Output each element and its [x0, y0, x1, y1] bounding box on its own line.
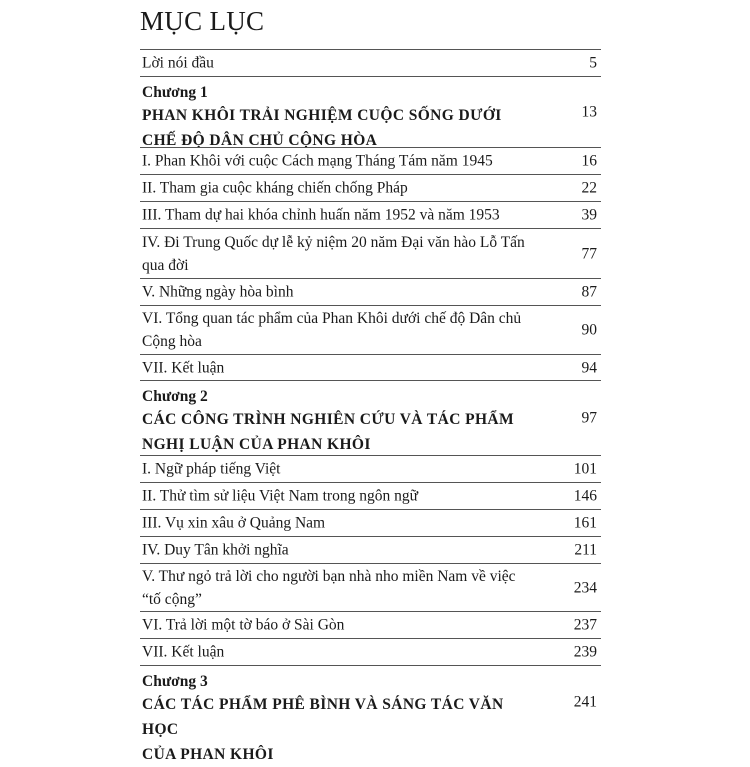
toc-page-number: 94: [581, 359, 597, 376]
toc-page-number: 16: [581, 152, 597, 170]
toc-page-number: 22: [581, 179, 597, 197]
toc-entry-text: I. Phan Khôi với cuộc Cách mạng Tháng Tám năm 1945: [142, 152, 493, 170]
toc-page-number: 90: [581, 321, 597, 339]
toc-entry-text: V. Thư ngỏ trả lời cho người bạn nhà nho miền Nam về việc “tố cộng”: [142, 567, 516, 608]
toc-entry: [140, 482, 601, 509]
toc-entry: [140, 611, 601, 638]
toc-entry: [140, 305, 601, 354]
toc-page-number: 97: [581, 409, 597, 427]
toc-entry-text: II. Thử tìm sử liệu Việt Nam trong ngôn ngữ: [142, 487, 418, 505]
toc-entry-text: II. Tham gia cuộc kháng chiến chống Pháp: [142, 179, 408, 197]
toc-page-number: 77: [581, 245, 597, 262]
toc-entry: [140, 638, 601, 665]
toc-entry-preface: [140, 49, 601, 76]
toc-page-number: 241: [573, 693, 597, 710]
toc-entry: [140, 174, 601, 201]
chapter-heading: [142, 386, 531, 457]
toc-entry: [140, 278, 601, 305]
chapter-label: Chương 3: [142, 673, 208, 690]
chapter-label: Chương 1: [142, 84, 208, 101]
toc-entry: [140, 563, 601, 611]
toc-page-number: 39: [581, 206, 597, 224]
toc-entry-text: IV. Đi Trung Quốc dự lễ kỷ niệm 20 năm Đại văn hào Lỗ Tấn qua đời: [142, 233, 525, 274]
toc-page-number: 161: [573, 514, 597, 532]
toc-page-number: 5: [589, 54, 597, 72]
toc-page-number: 234: [573, 579, 597, 596]
toc-page-number: 239: [573, 643, 597, 661]
toc-entry-text: Lời nói đầu: [142, 54, 214, 72]
toc-entry-text: V. Những ngày hòa bình: [142, 283, 294, 301]
toc-entry: [140, 147, 601, 174]
toc-entry: [140, 509, 601, 536]
chapter-label: Chương 2: [142, 388, 208, 405]
toc-page-number: 211: [574, 541, 597, 559]
toc-page-number: 146: [573, 487, 597, 505]
toc-page-number: 101: [573, 460, 597, 478]
toc-entry-text: VII. Kết luận: [142, 359, 225, 376]
toc-entry-text: III. Vụ xin xâu ở Quảng Nam: [142, 514, 326, 532]
toc-entry-text: VI. Trả lời một tờ báo ở Sài Gòn: [142, 616, 345, 634]
toc-entry-text: VII. Kết luận: [142, 643, 225, 661]
toc-entry: [140, 354, 601, 380]
toc-entry-text: VI. Tổng quan tác phẩm của Phan Khôi dưới chế độ Dân chủ Cộng hòa: [142, 310, 522, 350]
toc-page-number: 87: [581, 283, 597, 301]
toc-entry-text: IV. Duy Tân khởi nghĩa: [142, 541, 289, 559]
chapter-title: CÁC TÁC PHẨM PHÊ BÌNH VÀ SÁNG TÁC VĂN HỌC CỦA PHAN KHÔI: [142, 696, 504, 763]
toc-chapter-2: [140, 380, 601, 455]
toc-chapter-3: [140, 665, 601, 763]
table-of-contents: [140, 49, 601, 763]
toc-entry-text: III. Tham dự hai khóa chỉnh huấn năm 1952 và năm 1953: [142, 206, 500, 224]
toc-entry: [140, 228, 601, 278]
toc-page-number: 237: [573, 616, 597, 634]
chapter-title: PHAN KHÔI TRẢI NGHIỆM CUỘC SỐNG DƯỚI CHẾ ĐỘ DÂN CHỦ CỘNG HÒA: [142, 107, 502, 149]
toc-chapter-1: [140, 76, 601, 147]
toc-entry: [140, 201, 601, 228]
toc-entry: [140, 455, 601, 482]
chapter-heading: [142, 671, 531, 767]
toc-entry-text: I. Ngữ pháp tiếng Việt: [142, 460, 281, 478]
toc-entry: [140, 536, 601, 563]
chapter-title: CÁC CÔNG TRÌNH NGHIÊN CỨU VÀ TÁC PHẨM NGHỊ LUẬN CỦA PHAN KHÔI: [142, 411, 515, 453]
page-title: MỤC LỤC: [140, 6, 265, 36]
toc-page-number: 13: [581, 103, 597, 121]
chapter-heading: [142, 82, 531, 153]
